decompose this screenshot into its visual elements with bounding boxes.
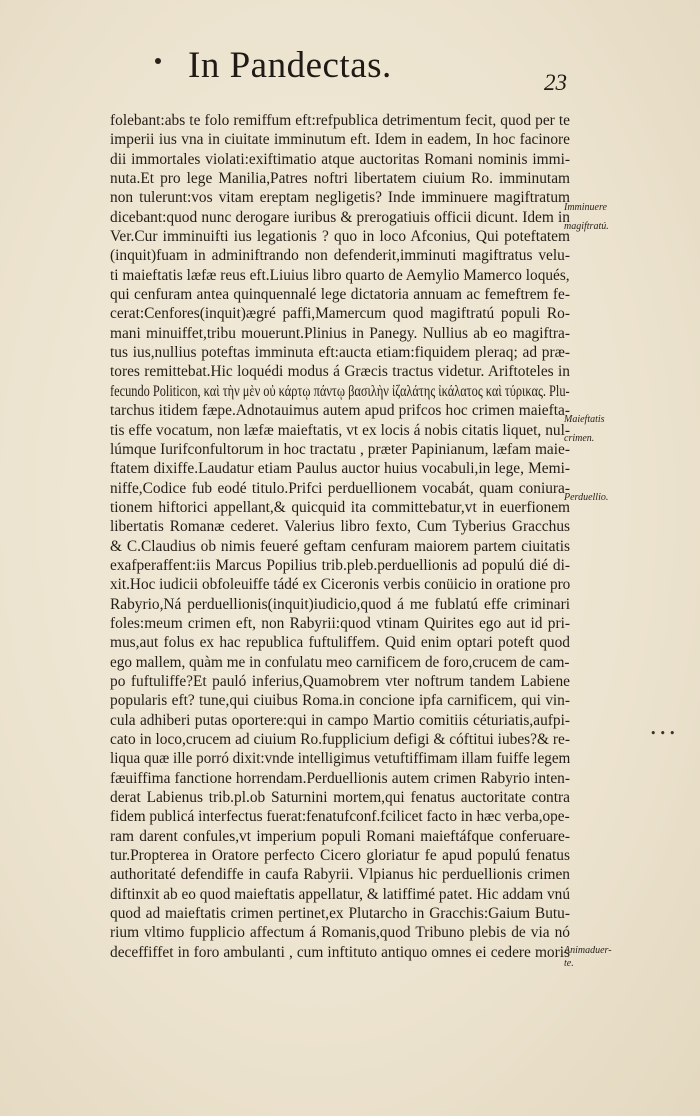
text-line: deceffiffet in foro ambulanti , cum inftituto antiquo omnes ei cedere moris (110, 943, 570, 961)
body-text (110, 111, 570, 962)
text-line: fæuiffima fanctione horrendam.Perduellionis autem crimen Rabyrio inten- (110, 769, 570, 787)
margin-note-animaduerte (564, 944, 634, 970)
marginal-ornament: ••• (650, 727, 679, 740)
text-line: popularis eft? tune,qui ciuibus Roma.in concione ipfa carnificem, qui vin- (110, 692, 570, 710)
text-line: tis effe vocatum, non læfæ maieftatis, vt ex locis á nobis citatis liquet, nul- (110, 421, 570, 439)
text-line: diftinxit ab eo quod maieftatis appellatur, & latiffimé patet. Hic addam vnú (110, 885, 570, 903)
text-line: tores remittebat.Hic loquédi modus á Græcis tractus videtur. Ariftoteles in (110, 363, 570, 381)
text-line: rium vltimo fupplicio affectum á Romanis,quod Tribuno plebis de via nó (110, 924, 570, 942)
text-line: mus,aut folus ex hac republica fuftuliffem. Quid enim optari poteft quod (110, 634, 570, 652)
margin-note-line: te. (564, 958, 574, 969)
page-number: 23 (544, 70, 567, 95)
running-title: In Pandectas. (188, 45, 392, 86)
text-line: po fuftuliffe?Et pauló inferius,Quamobrem vter noftrum tandem Labiene (110, 672, 570, 690)
margin-note-line: magiftratú. (564, 221, 609, 232)
text-line: dicebant:quod nunc derogare iuribus & prerogatiuis officii dicunt. Idem in (110, 208, 570, 226)
margin-note-imminuere (564, 201, 634, 233)
text-line: quod ad maieftatis crimen pertinet,ex Plutarcho in Gracchis:Gaium Butu- (110, 905, 570, 923)
text-line: folebant:abs te folo remiffum eft:refpublica detrimentum fecit, quod per te (110, 112, 570, 129)
text-line: ftatem dixiffe.Laudatur etiam Paulus auctor huius vocabuli,in lege, Memi- (110, 460, 570, 478)
text-line: mani minuiffet,tribu mouerunt.Plinius in Panegy. Nullius ab eo magiftra- (110, 324, 570, 342)
margin-note-line: Perduellio. (564, 492, 609, 503)
text-line: exafperaffent:iis Marcus Popilius trib.pleb.perduellionis ad populú dié di- (110, 556, 570, 574)
text-line: ti maieftatis læfæ reus eft.Liuius libro quarto de Aemylio Mamerco loqués, (110, 266, 570, 284)
margin-note-maiestatis (564, 413, 634, 445)
margin-note-perduellio (564, 491, 634, 504)
text-line: authoritaté defendiffe in caufa Rabyrii. Vlpianus hic perduellionis crimen (110, 866, 570, 884)
text-line: fidem publicá interfectus fuerat:fenatufconf.fcilicet facto in hæc verba,ope- (110, 808, 570, 826)
text-line: non tulerunt:vos vitam ereptam negligetis? Inde imminuere magiftratum (110, 189, 570, 207)
text-line: tarchus itidem fæpe.Adnotauimus autem apud prifcos hoc crimen maiefta- (110, 402, 570, 420)
text-line: nuta.Et pro lege Manilia,Patres noftri libertatem ciuium Ro. imminutam (110, 170, 570, 188)
printer-dot (155, 58, 161, 64)
text-line: fecundo Politicon, καὶ τὴν μὲν οὐ κάρτῳ πάντῳ βασιλὴν ἰζαλάτης ἰκάλατος καὶ τύρικας. Plu- (110, 382, 570, 400)
text-line: derat Labienus trib.pl.ob Saturnini mortem,qui fenatus auctoritate contra (110, 789, 570, 807)
text-line: imperii ius vna in ciuitate imminutum eft. Idem in eadem, In hoc facinore (110, 131, 570, 149)
text-line: tur.Propterea in Oratore perfecto Cicero gloriatur fe apud populú fenatus (110, 847, 570, 865)
margin-note-line: Maieftatis (564, 414, 605, 425)
margin-note-line: crimen. (564, 433, 595, 444)
text-line: (inquit)fuam in adminiftrando non defenderit,imminuti magiftratus velu- (110, 247, 570, 265)
text-line: libertatis Romanæ cederet. Valerius libro fexto, Cum Tyberius Gracchus (110, 518, 570, 536)
text-line: cula adhiberi putas oportere:qui in campo Martio comitiis céturiatis,aufpi- (110, 711, 570, 729)
text-line: tionem hiftorici appellant,& quicquid ita committebatur,vt in euerfionem (110, 498, 570, 516)
margin-note-line: Imminuere (564, 202, 607, 213)
text-line: Ver.Cur imminuifti ius legationis ? quo in loco Afconius, Qui poteftatem (110, 228, 570, 246)
text-line: foles:meum crimen eft, non Rabyrii:quod vtinam Quirites ego aut id pri- (110, 614, 570, 632)
text-line: lúmque Iurifconfultorum in hoc tractatu , præter Papinianum, læfam maie- (110, 440, 570, 458)
margin-note-line: Animaduer- (564, 945, 612, 956)
text-line: cato in loco,crucem ad ciuium Ro.fupplicium defigi & cóftitui iubes?& re- (110, 731, 570, 748)
text-line: & C.Claudius ob nimis feueré geftam cenfuram maiorem partem ciuitatis (110, 537, 570, 555)
text-line: liqua quæ ille porró dixit:vnde intelligimus vetuftiffimam illam fuiffe legem (110, 750, 571, 768)
text-line: qui cenfuram antea quinquennalé lege dictatoria annuam ac femeftrem fe- (110, 286, 570, 304)
text-line: xit.Hoc iudicii obfoleuiffe tádé ex Ciceronis verbis conüicio in oratione pro (110, 576, 571, 594)
text-line: ram darent confules,vt imperium populi Romani maieftáfque conferuare- (110, 827, 570, 845)
text-line: niffe,Codice fub eodé titulo.Prifci perduellionem vocabát, quam coniura- (110, 479, 570, 497)
text-line: dii immortales violati:exiftimatio atque auctoritas Romani nominis immi- (110, 150, 570, 168)
text-line: Rabyrio,Ná perduellionis(inquit)iudicio,quod á me fublatú effe criminari (110, 595, 570, 613)
text-line: cerat:Cenfores(inquit)ægré paffi,Mamercum quod magiftratú populi Ro- (110, 305, 570, 323)
text-line: ego mallem, quàm me in confulatu meo carnificem de foro,crucem de cam- (110, 653, 570, 671)
text-line: tus ius,nullius poteftas imminuta eft:aucta etiam:fiquidem pleraq; ad præ- (110, 344, 570, 362)
